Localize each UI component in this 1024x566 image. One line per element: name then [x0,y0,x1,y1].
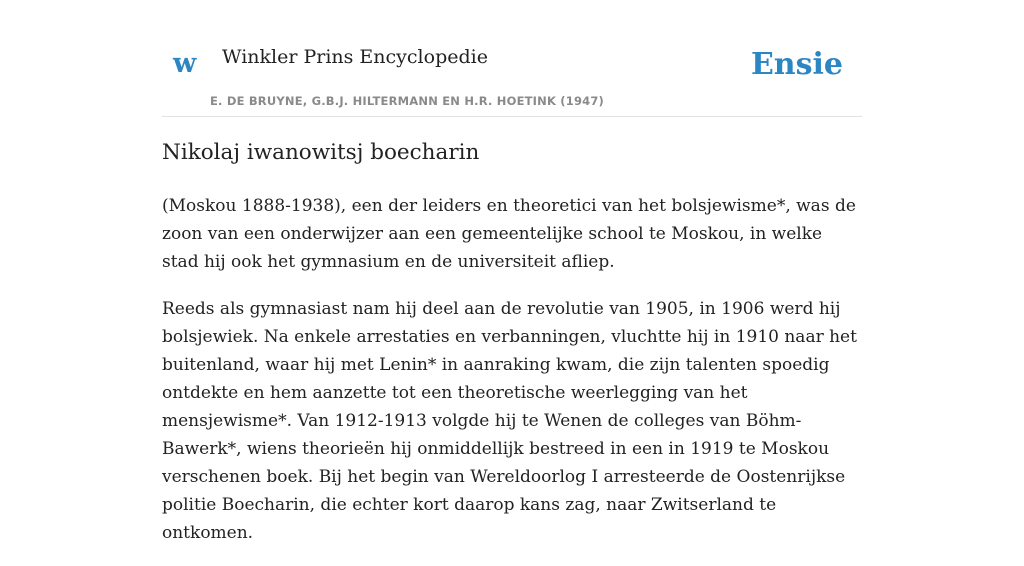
publication-title[interactable]: Winkler Prins Encyclopedie [222,46,488,68]
article-paragraph: Reeds als gymnasiast nam hij deel aan de revolutie van 1905, in 1906 werd hij bolsjewiek. Na enkele arrestaties en verbanningen, vluchtte hij in 1910 naar het buitenland, waar hij met Lenin* in aanraking kwam, die zijn talenten spoedig ontdekte en hem aanzette tot een theoretische weerlegging van het mensjewisme*. Van 1912-1913 volgde hij te Wenen de colleges van Böhm-Bawerk*, wiens theorieën hij onmiddellijk bestreed in een in 1919 te Moskou verschenen boek. Bij het begin van Wereldoorlog I arresteerde de Oostenrijkse politie Boecharin, die echter kort daarop kans zag, naar Zwitserland te ontkomen. [162,299,857,543]
publication-authors: E. DE BRUYNE, G.B.J. HILTERMANN EN H.R. HOETINK (1947) [210,94,605,108]
article-body [162,192,862,566]
article-paragraph: (Moskou 1888-1938), een der leiders en theoretici van het bolsjewisme*, was de zoon van een onderwijzer aan een gemeentelijke school te Moskou, in welke stad hij ook het gymnasium en de universiteit afliep. [162,196,856,272]
article-title: Nikolaj iwanowitsj boecharin [162,140,480,165]
publication-logo-icon[interactable]: w [173,48,197,79]
header [162,0,862,117]
ensie-brand-logo[interactable]: Ensie [750,47,843,82]
